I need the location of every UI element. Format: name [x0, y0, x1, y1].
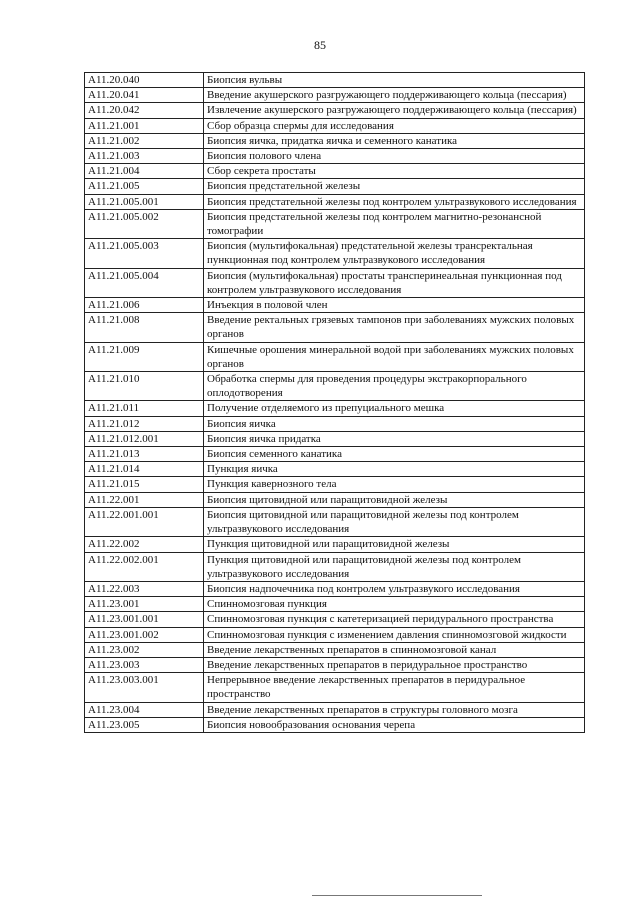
service-code: A11.21.005.001: [85, 194, 204, 209]
service-name: Спинномозговая пункция с изменением давления спинномозговой жидкости: [204, 627, 585, 642]
service-code: A11.21.005.004: [85, 268, 204, 297]
table-row: [85, 507, 585, 536]
table-row: [85, 313, 585, 342]
service-name: Извлечение акушерского разгружающего поддерживающего кольца (пессария): [204, 103, 585, 118]
service-name: Спинномозговая пункция с катетеризацией перидурального пространства: [204, 612, 585, 627]
table-row: [85, 88, 585, 103]
service-name: Введение акушерского разгружающего поддерживающего кольца (пессария): [204, 88, 585, 103]
table-row: [85, 239, 585, 268]
service-code: A11.22.001: [85, 492, 204, 507]
medical-services-table: [84, 72, 585, 733]
service-name: Сбор секрета простаты: [204, 164, 585, 179]
table-row: [85, 133, 585, 148]
service-code: A11.21.002: [85, 133, 204, 148]
table-row: [85, 537, 585, 552]
service-code: A11.21.009: [85, 342, 204, 371]
service-name: Введение ректальных грязевых тампонов при заболеваниях мужских половых органов: [204, 313, 585, 342]
table-row: [85, 298, 585, 313]
service-name: Непрерывное введение лекарственных препаратов в перидуральное пространство: [204, 673, 585, 702]
table-row: [85, 73, 585, 88]
service-code: A11.21.003: [85, 149, 204, 164]
table-row: [85, 477, 585, 492]
table-row: [85, 673, 585, 702]
service-code: A11.21.014: [85, 462, 204, 477]
table-row: [85, 103, 585, 118]
service-name: Пункция кавернозного тела: [204, 477, 585, 492]
table-row: [85, 149, 585, 164]
table-row: [85, 702, 585, 717]
service-name: Биопсия предстательной железы: [204, 179, 585, 194]
service-code: A11.23.005: [85, 717, 204, 732]
table-row: [85, 179, 585, 194]
service-name: Биопсия щитовидной или паращитовидной железы: [204, 492, 585, 507]
page-number: 85: [314, 38, 326, 52]
service-code: A11.21.015: [85, 477, 204, 492]
service-code: A11.23.004: [85, 702, 204, 717]
service-name: Пункция яичка: [204, 462, 585, 477]
service-code: A11.21.012: [85, 416, 204, 431]
service-code: A11.21.001: [85, 118, 204, 133]
service-name: Пункция щитовидной или паращитовидной железы: [204, 537, 585, 552]
service-name: Кишечные орошения минеральной водой при заболеваниях мужских половых органов: [204, 342, 585, 371]
service-name: Инъекция в половой член: [204, 298, 585, 313]
service-name: Биопсия полового члена: [204, 149, 585, 164]
table-row: [85, 268, 585, 297]
service-code: A11.23.003: [85, 657, 204, 672]
table-row: [85, 164, 585, 179]
service-code: A11.22.002.001: [85, 552, 204, 581]
service-code: A11.22.002: [85, 537, 204, 552]
service-code: A11.21.005.003: [85, 239, 204, 268]
service-code: A11.23.001: [85, 597, 204, 612]
service-name: Биопсия новообразования основания черепа: [204, 717, 585, 732]
service-name: Сбор образца спермы для исследования: [204, 118, 585, 133]
service-name: Спинномозговая пункция: [204, 597, 585, 612]
table-row: [85, 552, 585, 581]
service-code: A11.21.005: [85, 179, 204, 194]
table-row: [85, 447, 585, 462]
table-row: [85, 431, 585, 446]
service-code: A11.21.004: [85, 164, 204, 179]
service-code: A11.22.001.001: [85, 507, 204, 536]
table-row: [85, 118, 585, 133]
table-row: [85, 627, 585, 642]
service-name: Пункция щитовидной или паращитовидной железы под контролем ультразвукового исследования: [204, 552, 585, 581]
table-row: [85, 492, 585, 507]
service-code: A11.23.002: [85, 642, 204, 657]
table-row: [85, 194, 585, 209]
table-row: [85, 581, 585, 596]
service-code: A11.21.013: [85, 447, 204, 462]
service-name: Введение лекарственных препаратов в структуры головного мозга: [204, 702, 585, 717]
table-row: [85, 642, 585, 657]
service-name: Обработка спермы для проведения процедуры экстракорпорального оплодотворения: [204, 372, 585, 401]
service-name: Биопсия яичка придатка: [204, 431, 585, 446]
table-row: [85, 416, 585, 431]
table-row: [85, 597, 585, 612]
service-code: A11.21.011: [85, 401, 204, 416]
service-code: A11.21.005.002: [85, 209, 204, 238]
service-name: Получение отделяемого из препуциального мешка: [204, 401, 585, 416]
service-code: A11.20.041: [85, 88, 204, 103]
table-row: [85, 612, 585, 627]
service-name: Введение лекарственных препаратов в спинномозговой канал: [204, 642, 585, 657]
service-code: A11.21.008: [85, 313, 204, 342]
table-row: [85, 462, 585, 477]
service-code: A11.21.012.001: [85, 431, 204, 446]
table-row: [85, 401, 585, 416]
table-row: [85, 717, 585, 732]
service-name: Биопсия яичка, придатка яичка и семенного канатика: [204, 133, 585, 148]
table-row: [85, 342, 585, 371]
service-name: Биопсия вульвы: [204, 73, 585, 88]
service-name: Биопсия предстательной железы под контролем магнитно-резонансной томографии: [204, 209, 585, 238]
service-code: A11.23.001.001: [85, 612, 204, 627]
table-row: [85, 657, 585, 672]
service-name: Биопсия предстательной железы под контролем ультразвукового исследования: [204, 194, 585, 209]
service-code: A11.22.003: [85, 581, 204, 596]
service-name: Биопсия щитовидной или паращитовидной железы под контролем ультразвукового исследования: [204, 507, 585, 536]
service-name: Биопсия (мультифокальная) предстательной железы трансректальная пункционная под контролем ультразвукового исследования: [204, 239, 585, 268]
service-code: A11.23.001.002: [85, 627, 204, 642]
table-body: [85, 73, 585, 733]
service-name: Биопсия яичка: [204, 416, 585, 431]
service-code: A11.23.003.001: [85, 673, 204, 702]
service-code: A11.21.006: [85, 298, 204, 313]
table-row: [85, 372, 585, 401]
service-name: Биопсия (мультифокальная) простаты трансперинеальная пункционная под контролем ультразвукового исследования: [204, 268, 585, 297]
service-code: A11.20.040: [85, 73, 204, 88]
table-row: [85, 209, 585, 238]
service-code: A11.20.042: [85, 103, 204, 118]
service-name: Биопсия семенного канатика: [204, 447, 585, 462]
service-name: Биопсия надпочечника под контролем ультразвукого исследования: [204, 581, 585, 596]
scan-edge-line: [312, 895, 482, 896]
service-name: Введение лекарственных препаратов в перидуральное пространство: [204, 657, 585, 672]
service-code: A11.21.010: [85, 372, 204, 401]
